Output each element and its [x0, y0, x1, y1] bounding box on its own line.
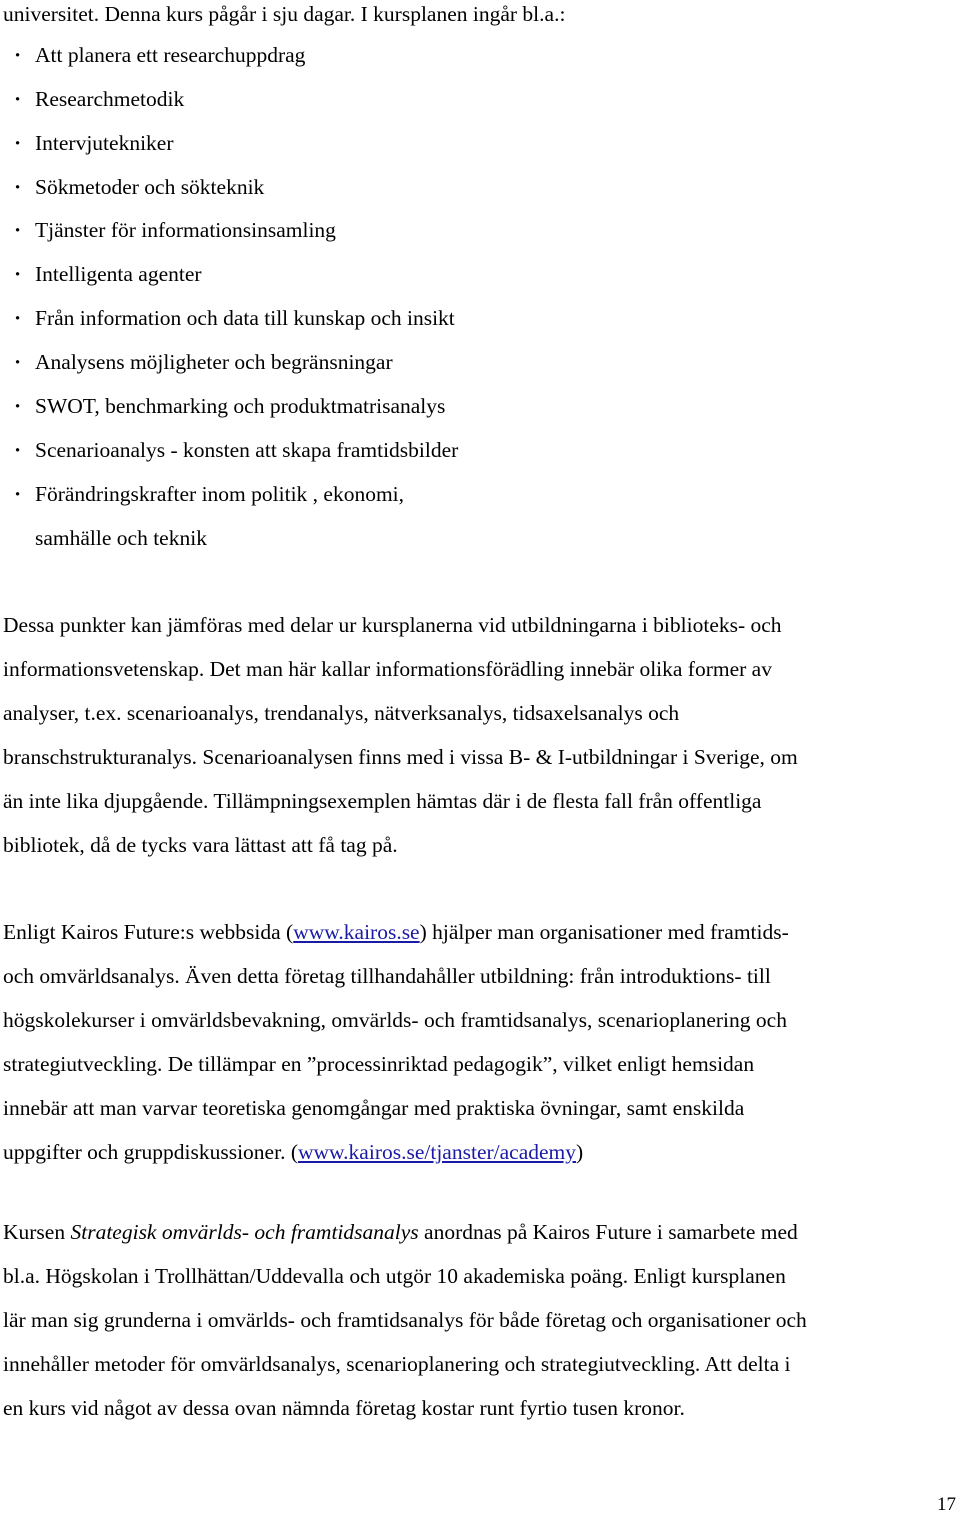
- bullet-icon: ·: [14, 350, 22, 374]
- text-line: lär man sig grunderna i omvärlds- och framtidsanalys för både företag och organisationer och: [3, 1308, 807, 1332]
- bullet-icon: ·: [14, 131, 22, 155]
- text-line: Enligt Kairos Future:s webbsida (www.kairos.se) hjälper man organisationer med framtids-: [3, 920, 789, 944]
- bullet-icon: ·: [14, 87, 22, 111]
- list-item: · Intervjutekniker: [14, 131, 174, 155]
- course-title: Strategisk omvärlds- och framtidsanalys: [70, 1220, 419, 1244]
- bullet-icon: ·: [14, 218, 22, 242]
- kairos-link[interactable]: www.kairos.se: [293, 920, 420, 944]
- bullet-icon: ·: [14, 175, 22, 199]
- text-line: än inte lika djupgående. Tillämpningsexemplen hämtas där i de flesta fall från offentliga: [3, 789, 762, 813]
- list-item: · Från information och data till kunskap och insikt: [14, 306, 455, 330]
- text-line: innehåller metoder för omvärldsanalys, scenarioplanering och strategiutveckling. Att delta i: [3, 1352, 791, 1376]
- text-line: Kursen Strategisk omvärlds- och framtidsanalys anordnas på Kairos Future i samarbete med: [3, 1220, 798, 1244]
- list-item: · Researchmetodik: [14, 87, 185, 111]
- bullet-icon: ·: [14, 262, 22, 286]
- list-item: · Förändringskrafter inom politik , ekonomi,: [14, 482, 405, 506]
- bullet-icon: ·: [14, 43, 22, 67]
- kairos-academy-link[interactable]: www.kairos.se/tjanster/academy: [298, 1140, 577, 1164]
- text-line: Dessa punkter kan jämföras med delar ur kursplanerna vid utbildningarna i biblioteks- och: [3, 613, 782, 637]
- list-item: · Analysens möjligheter och begränsningar: [14, 350, 393, 374]
- bullet-icon: ·: [14, 394, 22, 418]
- list-item-continuation: samhälle och teknik: [35, 526, 207, 550]
- bullet-icon: ·: [14, 306, 22, 330]
- intro-line: universitet. Denna kurs pågår i sju dagar. I kursplanen ingår bl.a.:: [3, 2, 566, 26]
- list-item: · Intelligenta agenter: [14, 262, 202, 286]
- text-line: bibliotek, då de tycks vara lättast att få tag på.: [3, 833, 398, 857]
- bullet-icon: ·: [14, 482, 22, 506]
- list-item: · Tjänster för informationsinsamling: [14, 218, 336, 242]
- text-line: informationsvetenskap. Det man här kallar informationsförädling innebär olika former av: [3, 657, 772, 681]
- bullet-icon: ·: [14, 438, 22, 462]
- list-item: · Att planera ett researchuppdrag: [14, 43, 306, 67]
- text-line: bl.a. Högskolan i Trollhättan/Uddevalla och utgör 10 akademiska poäng. Enligt kursplanen: [3, 1264, 786, 1288]
- page-number: 17: [937, 1494, 956, 1515]
- list-item: · SWOT, benchmarking och produktmatrisanalys: [14, 394, 446, 418]
- text-line: strategiutveckling. De tillämpar en ”processinriktad pedagogik”, vilket enligt hemsidan: [3, 1052, 755, 1076]
- text-line: högskolekurser i omvärldsbevakning, omvärlds- och framtidsanalys, scenarioplanering och: [3, 1008, 787, 1032]
- text-line: branschstrukturanalys. Scenarioanalysen finns med i vissa B- & I-utbildningar i Sverige, om: [3, 745, 798, 769]
- text-line: uppgifter och gruppdiskussioner. (www.kairos.se/tjanster/academy): [3, 1140, 584, 1164]
- list-item: · Scenarioanalys - konsten att skapa framtidsbilder: [14, 438, 459, 462]
- text-line: och omvärldsanalys. Även detta företag tillhandahåller utbildning: från introduktions- till: [3, 964, 771, 988]
- list-item: · Sökmetoder och sökteknik: [14, 175, 265, 199]
- text-line: analyser, t.ex. scenarioanalys, trendanalys, nätverksanalys, tidsaxelsanalys och: [3, 701, 680, 725]
- text-line: innebär att man varvar teoretiska genomgångar med praktiska övningar, samt enskilda: [3, 1096, 745, 1120]
- text-line: en kurs vid något av dessa ovan nämnda företag kostar runt fyrtio tusen kronor.: [3, 1396, 685, 1420]
